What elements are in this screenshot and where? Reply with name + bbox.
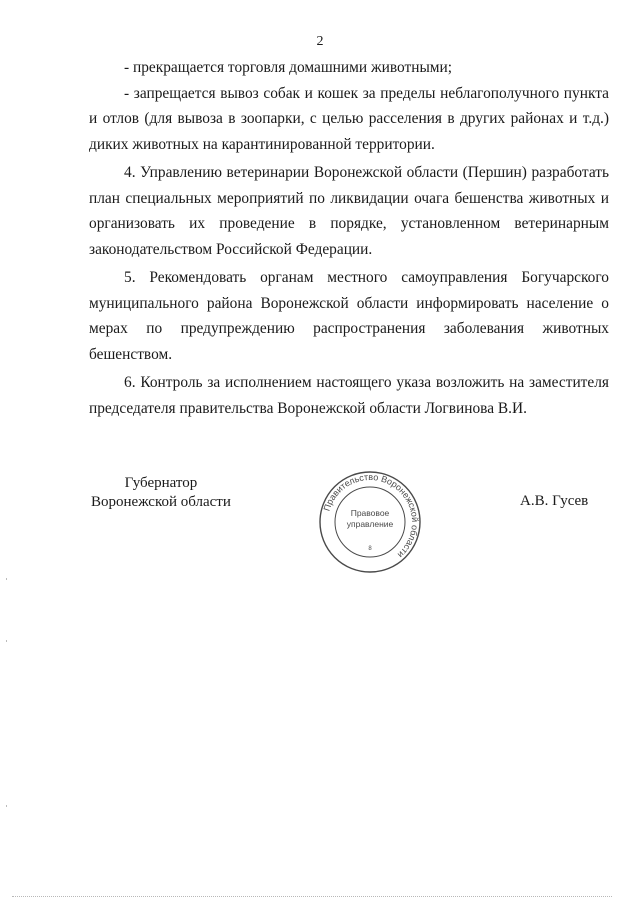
paragraph-5: 5. Рекомендовать органам местного самоуправления Богучарского муниципального района Воронежской области информировать население о мерах по предупреждению распространения заболевания животных бешенством. xyxy=(89,269,609,363)
signatory-title-line1: Губернатор xyxy=(124,475,198,491)
scan-artifact xyxy=(6,578,7,580)
stamp-number: 8 xyxy=(368,546,372,552)
list-item-export-ban: - запрещается вывоз собак и кошек за пределы неблагополучного пункта и отлов (для вывоза в зоопарки, с целью расселения в других районах и т.д.) диких животных на карантинированной территории. xyxy=(89,84,609,153)
signatory-name: А.В. Гусев xyxy=(520,493,589,509)
page-number: 2 xyxy=(316,34,324,49)
stamp-inner-line2: управление xyxy=(346,519,394,529)
list-item-trade-ban: - прекращается торговля домашними животными; xyxy=(124,59,453,76)
signatory-title xyxy=(91,474,231,512)
official-stamp xyxy=(318,470,422,574)
scan-artifact xyxy=(6,640,7,642)
document-body xyxy=(89,55,609,421)
paragraph-6: 6. Контроль за исполнением настоящего указа возложить на заместителя председателя правительства Воронежской области Логвинова В.И. xyxy=(89,374,609,417)
stamp-inner-line1: Правовое xyxy=(350,508,390,518)
scan-artifact xyxy=(6,805,7,807)
stamp-outer-text: Правительство Воронежской области xyxy=(321,471,421,560)
footer-rule xyxy=(12,896,612,897)
paragraph-4: 4. Управлению ветеринарии Воронежской области (Першин) разработать план специальных мероприятий по ликвидации очага бешенства животных и организовать их проведение в порядке, установленном ветеринарным законодательством Российской Федерации. xyxy=(89,164,609,258)
signatory-title-line2: Воронежской области xyxy=(91,494,231,510)
